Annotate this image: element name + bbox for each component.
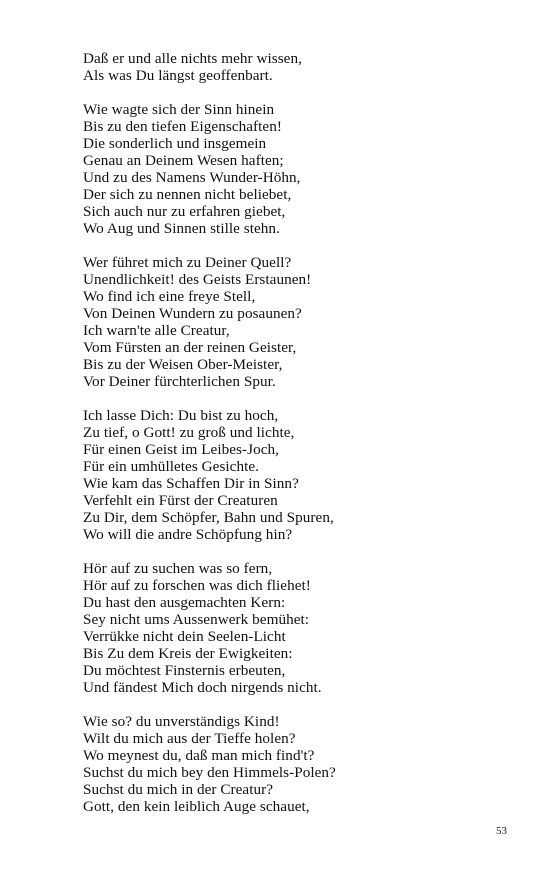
poem-line: Von Deinen Wundern zu posaunen? xyxy=(83,305,302,322)
poem-line: Wo Aug und Sinnen stille stehn. xyxy=(83,220,280,237)
poem-line: Hör auf zu forschen was dich fliehet! xyxy=(83,577,311,594)
poem-line: Für ein umhülletes Gesichte. xyxy=(83,458,260,475)
poem-line: Für einen Geist im Leibes-Joch, xyxy=(83,441,279,458)
poem-line: Als was Du längst geoffenbart. xyxy=(83,67,273,84)
poem-line: Und fändest Mich doch nirgends nicht. xyxy=(83,679,322,696)
stanza-3 xyxy=(83,254,523,390)
poem-line: Zu Dir, dem Schöpfer, Bahn und Spuren, xyxy=(83,509,334,526)
poem-line: Wie kam das Schaffen Dir in Sinn? xyxy=(83,475,299,492)
poem-line: Bis Zu dem Kreis der Ewigkeiten: xyxy=(83,645,293,662)
poem-line: Daß er und alle nichts mehr wissen, xyxy=(83,50,302,67)
stanza-5 xyxy=(83,560,523,696)
stanza-6 xyxy=(83,713,523,815)
poem-line: Genau an Deinem Wesen haften; xyxy=(83,152,284,169)
poem-line: Wo find ich eine freye Stell, xyxy=(83,288,256,305)
poem-line: Bis zu den tiefen Eigenschaften! xyxy=(83,118,282,135)
poem-line: Verfehlt ein Fürst der Creaturen xyxy=(83,492,278,509)
poem-text xyxy=(83,50,523,832)
poem-line: Ich lasse Dich: Du bist zu hoch, xyxy=(83,407,279,424)
poem-line: Sich auch nur zu erfahren giebet, xyxy=(83,203,286,220)
poem-line: Zu tief, o Gott! zu groß und lichte, xyxy=(83,424,295,441)
poem-line: Wie so? du unverständigs Kind! xyxy=(83,713,280,730)
poem-line: Vom Fürsten an der reinen Geister, xyxy=(83,339,297,356)
stanza-2 xyxy=(83,101,523,237)
stanza-4 xyxy=(83,407,523,543)
poem-line: Bis zu der Weisen Ober-Meister, xyxy=(83,356,283,373)
poem-line: Suchst du mich in der Creatur? xyxy=(83,781,274,798)
poem-line: Hör auf zu suchen was so fern, xyxy=(83,560,273,577)
poem-line: Wilt du mich aus der Tieffe holen? xyxy=(83,730,296,747)
poem-line: Wie wagte sich der Sinn hinein xyxy=(83,101,275,118)
poem-line: Ich warn'te alle Creatur, xyxy=(83,322,230,339)
page-number: 53 xyxy=(496,825,507,837)
poem-line: Du hast den ausgemachten Kern: xyxy=(83,594,286,611)
poem-line: Verrükke nicht dein Seelen-Licht xyxy=(83,628,286,645)
poem-line: Die sonderlich und insgemein xyxy=(83,135,267,152)
poem-line: Unendlichkeit! des Geists Erstaunen! xyxy=(83,271,312,288)
poem-line: Und zu des Namens Wunder-Höhn, xyxy=(83,169,301,186)
poem-line: Du möchtest Finsternis erbeuten, xyxy=(83,662,286,679)
poem-line: Suchst du mich bey den Himmels-Polen? xyxy=(83,764,336,781)
poem-line: Wo will die andre Schöpfung hin? xyxy=(83,526,293,543)
poem-line: Gott, den kein leiblich Auge schauet, xyxy=(83,798,310,815)
poem-line: Wer führet mich zu Deiner Quell? xyxy=(83,254,292,271)
poem-line: Wo meynest du, daß man mich find't? xyxy=(83,747,315,764)
poem-line: Der sich zu nennen nicht beliebet, xyxy=(83,186,292,203)
stanza-1 xyxy=(83,50,523,84)
poem-line: Sey nicht ums Aussenwerk bemühet: xyxy=(83,611,310,628)
poem-line: Vor Deiner fürchterlichen Spur. xyxy=(83,373,276,390)
